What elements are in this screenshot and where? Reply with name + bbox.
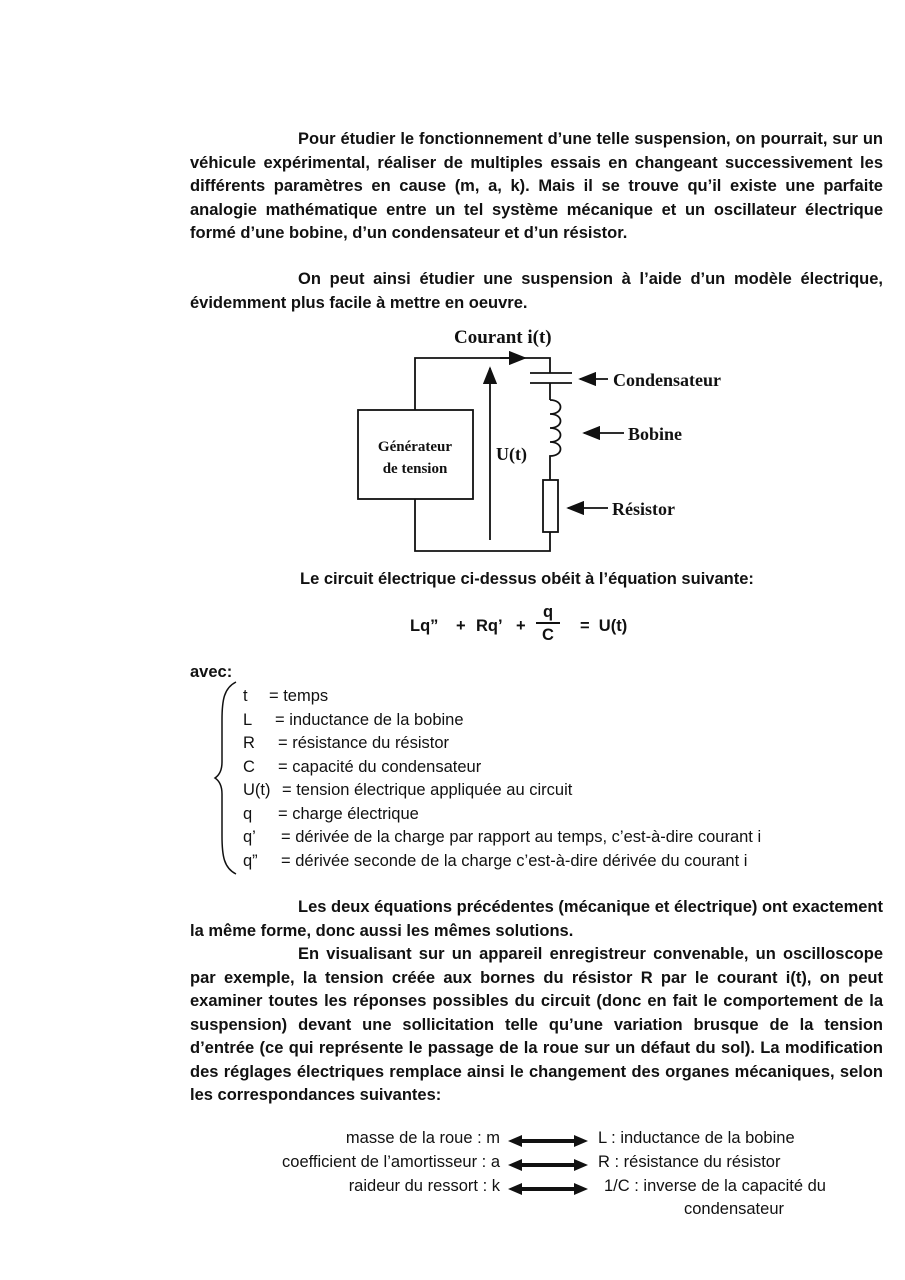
definition-text: = dérivée seconde de la charge c’est-à-dire dérivée du courant i xyxy=(281,851,748,870)
definition-text: = capacité du condensateur xyxy=(278,757,482,776)
coil xyxy=(550,400,561,480)
definition-symbol: q’ xyxy=(243,828,256,846)
correspondence-electrical: L : inductance de la bobine xyxy=(598,1129,795,1147)
correspondence-electrical: 1/C : inverse de la capacité du xyxy=(604,1177,826,1195)
double-arrow-icon xyxy=(508,1158,588,1172)
fraction-numerator: q xyxy=(542,603,554,621)
correspondence-mechanical: coefficient de l’amortisseur : a xyxy=(282,1153,500,1171)
avec-label: avec: xyxy=(190,663,233,681)
definition-text: = temps xyxy=(269,687,329,705)
bottom-wire xyxy=(415,499,550,551)
voltage-label: U(t) xyxy=(496,444,527,464)
generator-label-line2: de tension xyxy=(382,461,448,477)
fraction-denominator: C xyxy=(542,625,554,644)
correspondence-continuation: condensateur xyxy=(684,1200,784,1218)
definition-symbol: U(t) xyxy=(243,781,271,799)
correspondence-mechanical: masse de la roue : m xyxy=(345,1129,500,1147)
definition-text: = tension électrique appliquée au circuit xyxy=(282,781,573,799)
circuit-diagram xyxy=(340,318,760,563)
definition-symbol: C xyxy=(243,757,255,776)
oscilloscope-paragraph: En visualisant sur un appareil enregistreur convenable, un oscilloscope par exemple, la tension créée aux bornes du résistor R par le courant i(t), on peut examiner toutes les réponses possibles du circuit (donc en fait le comportement de la suspension) devant une sollicitation telle qu’une variation brusque de la tension d’entrée (ce qui représente le passage de la roue sur un défaut du sol). La modification des réglages électriques remplace ainsi le changement des organes mécaniques, selon les correspondances suivantes: xyxy=(190,945,883,1104)
equation-rhs: = U(t) xyxy=(580,617,628,635)
double-arrow-icon xyxy=(508,1134,588,1148)
current-label: Courant i(t) xyxy=(454,327,552,348)
definition-symbol: t xyxy=(243,687,248,705)
definition-symbol: q” xyxy=(243,851,258,870)
correspondence-electrical: R : résistance du résistor xyxy=(598,1153,781,1171)
definition-text: = résistance du résistor xyxy=(278,734,450,752)
equation-plus: + xyxy=(516,617,526,635)
equation-fraction xyxy=(536,603,560,645)
definition-text: = inductance de la bobine xyxy=(275,710,464,729)
model-paragraph: On peut ainsi étudier une suspension à l’aide d’un modèle électrique, évidemment plus facile à mettre en oeuvre. xyxy=(190,270,883,312)
fraction-bar xyxy=(536,622,560,624)
intro-paragraph: Pour étudier le fonctionnement d’une telle suspension, on pourrait, sur un véhicule expérimental, réaliser de multiples essais en changeant successivement les différents paramètres en cause (m, a, k). Mais il se trouve qu’il existe une parfaite analogie mathématique entre un tel système mécanique et un oscillateur électrique formé d’une bobine, d’un condensateur et d’un résistor. xyxy=(190,130,883,242)
definition-text: = charge électrique xyxy=(278,804,419,823)
correspondence-table xyxy=(0,1125,905,1225)
double-arrow-icon xyxy=(508,1182,588,1196)
capacitor-label: Condensateur xyxy=(613,370,722,390)
generator-label-line1: Générateur xyxy=(377,439,453,455)
resistor xyxy=(543,480,558,532)
definition-symbol: R xyxy=(243,734,255,752)
solutions-paragraph: Les deux équations précédentes (mécanique et électrique) ont exactement la même forme, donc aussi les mêmes solutions. xyxy=(190,898,884,940)
equation-term-r: Rq’ xyxy=(476,617,503,635)
coil-label: Bobine xyxy=(628,424,683,444)
top-wire xyxy=(415,358,550,410)
equation-plus: + xyxy=(456,617,466,635)
equation-term-l: Lq” xyxy=(410,617,439,635)
definition-text: = dérivée de la charge par rapport au temps, c’est-à-dire courant i xyxy=(281,828,762,846)
definition-symbol: L xyxy=(243,710,253,729)
definition-symbol: q xyxy=(243,804,253,823)
resistor-label: Résistor xyxy=(612,499,675,519)
equation-intro: Le circuit électrique ci-dessus obéit à l’équation suivante: xyxy=(300,570,754,588)
correspondence-mechanical: raideur du ressort : k xyxy=(348,1177,500,1195)
left-brace xyxy=(212,680,242,876)
